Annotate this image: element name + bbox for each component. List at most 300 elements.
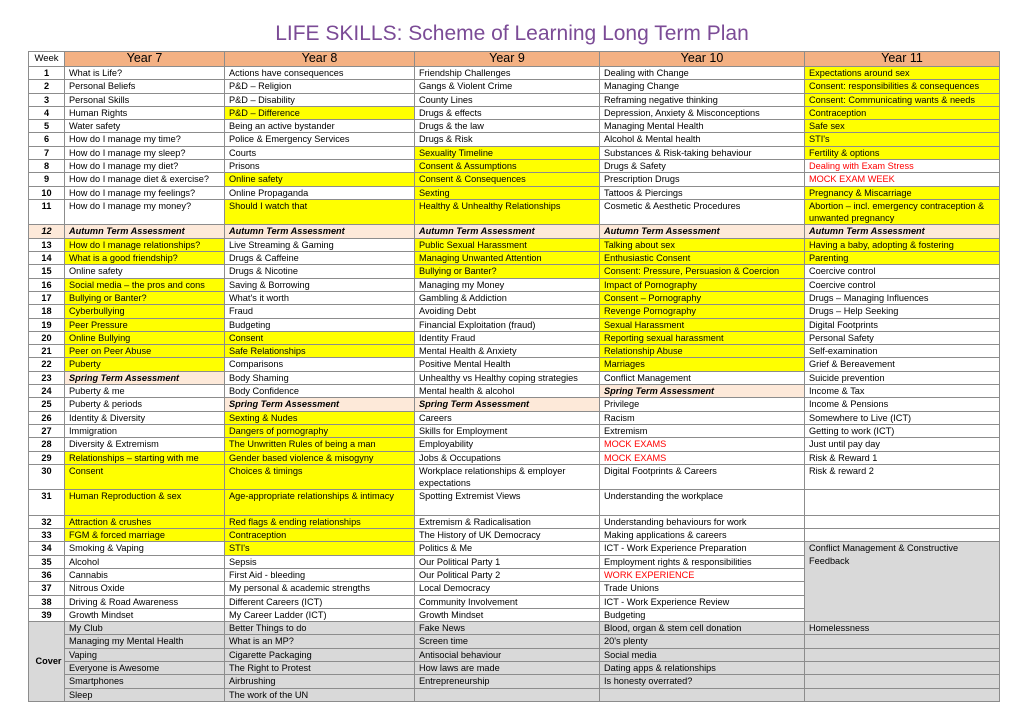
lesson-cell-year-11: STI's [805,133,1000,146]
lesson-cell-year-8: Autumn Term Assessment [225,225,415,238]
lesson-cell-year-8: P&D – Difference [225,106,415,119]
table-row [29,305,1000,318]
week-number: 17 [29,291,65,304]
lesson-cell-year-8: Actions have consequences [225,67,415,80]
table-row [29,160,1000,173]
lesson-cell-year-11: Drugs – Managing Influences [805,291,1000,304]
scheme-table [28,51,1000,702]
lesson-cell-year-11: Having a baby, adopting & fostering [805,238,1000,251]
cover-cell-year-11 [805,688,1000,701]
week-number: 31 [29,490,65,516]
lesson-cell-year-9: Autumn Term Assessment [415,225,600,238]
cover-row [29,662,1000,675]
lesson-cell-year-8: Spring Term Assessment [225,398,415,411]
cover-cell-year-9: How laws are made [415,662,600,675]
lesson-cell-year-8: The Unwritten Rules of being a man [225,438,415,451]
lesson-cell-year-8: Online Propaganda [225,186,415,199]
cover-cell-year-7: Sleep [65,688,225,701]
week-number: 16 [29,278,65,291]
lesson-cell-year-9: Public Sexual Harassment [415,238,600,251]
lesson-cell-year-8: My personal & academic strengths [225,582,415,595]
week-number: 29 [29,451,65,464]
cover-cell-year-7: Managing my Mental Health [65,635,225,648]
lesson-cell-year-8: Body Shaming [225,371,415,384]
header-row [29,52,1000,67]
lesson-cell-year-9: Careers [415,411,600,424]
lesson-cell-year-8: What's it worth [225,291,415,304]
table-row [29,398,1000,411]
lesson-cell-year-10: Alcohol & Mental health [600,133,805,146]
lesson-cell-year-9: Gangs & Violent Crime [415,80,600,93]
lesson-cell-year-9: The History of UK Democracy [415,529,600,542]
lesson-cell-year-10: Extremism [600,424,805,437]
table-row [29,199,1000,225]
cover-cell-year-10: Social media [600,648,805,661]
lesson-cell-year-7: How do I manage my money? [65,199,225,225]
lesson-cell-year-11: Coercive control [805,278,1000,291]
lesson-cell-year-7: Bullying or Banter? [65,291,225,304]
cover-row [29,622,1000,635]
lesson-cell-year-10: MOCK EXAMS [600,451,805,464]
table-row [29,67,1000,80]
cover-cell-year-11: Homelessness [805,622,1000,635]
table-row [29,411,1000,424]
cover-cell-year-11 [805,648,1000,661]
lesson-cell-year-10: Budgeting [600,608,805,621]
lesson-cell-year-10: Digital Footprints & Careers [600,464,805,490]
lesson-cell-year-10: Revenge Pornography [600,305,805,318]
lesson-cell-year-7: Human Reproduction & sex [65,490,225,516]
lesson-cell-year-10: Consent – Pornography [600,291,805,304]
lesson-cell-year-10: MOCK EXAMS [600,438,805,451]
lesson-cell-year-11: Autumn Term Assessment [805,225,1000,238]
cover-cell-year-9: Screen time [415,635,600,648]
table-row [29,345,1000,358]
table-row [29,371,1000,384]
cover-row [29,648,1000,661]
lesson-cell-year-11 [805,515,1000,528]
lesson-cell-year-8: Different Careers (ICT) [225,595,415,608]
cover-row [29,688,1000,701]
header-year-11: Year 11 [805,52,1000,67]
lesson-cell-year-10: Managing Mental Health [600,120,805,133]
lesson-cell-year-7: What is Life? [65,67,225,80]
cover-cell-year-7: Vaping [65,648,225,661]
week-number: 27 [29,424,65,437]
lesson-cell-year-9: Spotting Extremist Views [415,490,600,516]
lesson-cell-year-10: ICT - Work Experience Preparation [600,542,805,555]
lesson-cell-year-7: Personal Skills [65,93,225,106]
lesson-cell-year-7: Consent [65,464,225,490]
lesson-cell-year-7: Immigration [65,424,225,437]
lesson-cell-year-10: WORK EXPERIENCE [600,569,805,582]
lesson-cell-year-9: Jobs & Occupations [415,451,600,464]
lesson-cell-year-7: Cyberbullying [65,305,225,318]
lesson-cell-year-9: Skills for Employment [415,424,600,437]
week-number: 14 [29,252,65,265]
lesson-cell-year-10: Spring Term Assessment [600,385,805,398]
lesson-cell-year-7: Smoking & Vaping [65,542,225,555]
lesson-cell-year-7: Peer on Peer Abuse [65,345,225,358]
lesson-cell-year-9: Consent & Consequences [415,173,600,186]
lesson-cell-year-7: Alcohol [65,555,225,568]
lesson-cell-year-10: Enthusiastic Consent [600,252,805,265]
lesson-cell-year-9: Mental health & alcohol [415,385,600,398]
lesson-cell-year-7: Identity & Diversity [65,411,225,424]
lesson-cell-year-7: Online Bullying [65,331,225,344]
week-number: 12 [29,225,65,238]
week-number: 35 [29,555,65,568]
lesson-cell-year-10: Racism [600,411,805,424]
cover-label: Cover [29,622,65,702]
table-row [29,133,1000,146]
lesson-cell-year-9: County Lines [415,93,600,106]
table-row [29,265,1000,278]
lesson-cell-year-9: Unhealthy vs Healthy coping strategies [415,371,600,384]
lesson-cell-year-11 [805,490,1000,516]
table-row [29,278,1000,291]
lesson-cell-year-8: Body Confidence [225,385,415,398]
cover-cell-year-10 [600,688,805,701]
lesson-cell-year-8: Consent [225,331,415,344]
lesson-cell-year-9: Drugs & Risk [415,133,600,146]
week-number: 25 [29,398,65,411]
lesson-cell-year-11: Consent: responsibilities & consequences [805,80,1000,93]
lesson-cell-year-7: Online safety [65,265,225,278]
table-row [29,424,1000,437]
lesson-cell-year-8: Online safety [225,173,415,186]
lesson-cell-year-7: Attraction & crushes [65,515,225,528]
lesson-cell-year-11: Risk & reward 2 [805,464,1000,490]
cover-cell-year-10: Dating apps & relationships [600,662,805,675]
cover-row [29,635,1000,648]
table-row [29,186,1000,199]
lesson-cell-year-10: Dealing with Change [600,67,805,80]
week-number: 28 [29,438,65,451]
lesson-cell-year-9: Local Democracy [415,582,600,595]
cover-cell-year-11 [805,675,1000,688]
lesson-cell-year-8: Drugs & Nicotine [225,265,415,278]
lesson-cell-year-9: Sexuality Timeline [415,146,600,159]
lesson-cell-year-11: Getting to work (ICT) [805,424,1000,437]
lesson-cell-year-7: How do I manage my diet? [65,160,225,173]
week-number: 8 [29,160,65,173]
lesson-cell-year-11: Expectations around sex [805,67,1000,80]
lesson-cell-year-9: Our Political Party 1 [415,555,600,568]
table-row [29,515,1000,528]
lesson-cell-year-9: Gambling & Addiction [415,291,600,304]
lesson-cell-year-9: Growth Mindset [415,608,600,621]
lesson-cell-year-10: Managing Change [600,80,805,93]
lesson-cell-year-11: Grief & Bereavement [805,358,1000,371]
lesson-cell-year-9: Politics & Me [415,542,600,555]
cover-cell-year-8: Better Things to do [225,622,415,635]
lesson-cell-year-11: Just until pay day [805,438,1000,451]
lesson-cell-year-7: Puberty [65,358,225,371]
lesson-cell-year-11 [805,529,1000,542]
lesson-cell-year-7: Cannabis [65,569,225,582]
cover-cell-year-8: What is an MP? [225,635,415,648]
lesson-cell-year-9: Community Involvement [415,595,600,608]
lesson-cell-year-7: Peer Pressure [65,318,225,331]
lesson-cell-year-10: Relationship Abuse [600,345,805,358]
table-row [29,106,1000,119]
lesson-cell-year-10: Substances & Risk-taking behaviour [600,146,805,159]
lesson-cell-year-10: Cosmetic & Aesthetic Procedures [600,199,805,225]
table-row [29,238,1000,251]
lesson-cell-year-8: Gender based violence & misogyny [225,451,415,464]
table-row [29,490,1000,516]
lesson-cell-year-8: Age-appropriate relationships & intimacy [225,490,415,516]
lesson-cell-year-10: ICT - Work Experience Review [600,595,805,608]
cover-row [29,675,1000,688]
table-row [29,80,1000,93]
lesson-cell-year-8: Sexting & Nudes [225,411,415,424]
lesson-cell-year-11: Income & Pensions [805,398,1000,411]
lesson-cell-year-9: Identity Fraud [415,331,600,344]
lesson-cell-year-7: How do I manage my sleep? [65,146,225,159]
lesson-cell-year-10: Reporting sexual harassment [600,331,805,344]
cover-cell-year-8: Airbrushing [225,675,415,688]
header-year-7: Year 7 [65,52,225,67]
lesson-cell-year-9: Drugs & effects [415,106,600,119]
cover-cell-year-8: Cigarette Packaging [225,648,415,661]
table-row [29,464,1000,490]
table-row [29,318,1000,331]
lesson-cell-year-11: Digital Footprints [805,318,1000,331]
lesson-cell-year-8: Police & Emergency Services [225,133,415,146]
week-number: 1 [29,67,65,80]
lesson-cell-year-9: Sexting [415,186,600,199]
lesson-cell-year-9: Mental Health & Anxiety [415,345,600,358]
lesson-cell-year-9: Avoiding Debt [415,305,600,318]
header-year-10: Year 10 [600,52,805,67]
lesson-cell-year-7: Human Rights [65,106,225,119]
lesson-cell-year-8: Dangers of pornography [225,424,415,437]
lesson-cell-year-9: Financial Exploitation (fraud) [415,318,600,331]
table-row [29,173,1000,186]
lesson-cell-year-9: Friendship Challenges [415,67,600,80]
lesson-cell-year-10: Autumn Term Assessment [600,225,805,238]
lesson-cell-year-9: Positive Mental Health [415,358,600,371]
week-number: 37 [29,582,65,595]
lesson-cell-year-8: Sepsis [225,555,415,568]
lesson-cell-year-8: Live Streaming & Gaming [225,238,415,251]
lesson-cell-year-8: STI's [225,542,415,555]
lesson-cell-year-8: First Aid - bleeding [225,569,415,582]
lesson-cell-year-9: Drugs & the law [415,120,600,133]
week-number: 21 [29,345,65,358]
lesson-cell-year-9: Consent & Assumptions [415,160,600,173]
cover-cell-year-11 [805,635,1000,648]
lesson-cell-year-7: How do I manage diet & exercise? [65,173,225,186]
lesson-cell-year-10: Depression, Anxiety & Misconceptions [600,106,805,119]
lesson-cell-year-7: FGM & forced marriage [65,529,225,542]
week-number: 18 [29,305,65,318]
lesson-cell-year-8: Contraception [225,529,415,542]
week-number: 9 [29,173,65,186]
lesson-cell-year-8: Choices & timings [225,464,415,490]
lesson-cell-year-9: Bullying or Banter? [415,265,600,278]
lesson-cell-year-8: Budgeting [225,318,415,331]
lesson-cell-year-11: Safe sex [805,120,1000,133]
page-title: LIFE SKILLS: Scheme of Learning Long Term Plan [275,22,749,45]
week-number: 23 [29,371,65,384]
table-row [29,358,1000,371]
lesson-cell-year-9: Our Political Party 2 [415,569,600,582]
lesson-cell-year-11: Risk & Reward 1 [805,451,1000,464]
lesson-cell-year-11: Abortion – incl. emergency contraception & unwanted pregnancy [805,199,1000,225]
table-row [29,451,1000,464]
table-row [29,120,1000,133]
lesson-cell-year-7: How do I manage my time? [65,133,225,146]
lesson-cell-year-7: Water safety [65,120,225,133]
week-number: 5 [29,120,65,133]
week-number: 6 [29,133,65,146]
cover-cell-year-9: Entrepreneurship [415,675,600,688]
lesson-cell-year-8: My Career Ladder (ICT) [225,608,415,621]
lesson-cell-year-8: P&D – Religion [225,80,415,93]
table-row [29,331,1000,344]
week-number: 34 [29,542,65,555]
week-number: 36 [29,569,65,582]
cover-cell-year-7: Everyone is Awesome [65,662,225,675]
cover-cell-year-8: The Right to Protest [225,662,415,675]
week-number: 10 [29,186,65,199]
lesson-cell-year-9: Healthy & Unhealthy Relationships [415,199,600,225]
lesson-cell-year-7: Personal Beliefs [65,80,225,93]
lesson-cell-year-10: Marriages [600,358,805,371]
cover-cell-year-10: Is honesty overrated? [600,675,805,688]
table-row [29,529,1000,542]
week-number: 38 [29,595,65,608]
table-row [29,252,1000,265]
lesson-cell-year-11: Consent: Communicating wants & needs [805,93,1000,106]
lesson-cell-year-11: Personal Safety [805,331,1000,344]
table-row [29,146,1000,159]
lesson-cell-year-10: Reframing negative thinking [600,93,805,106]
cover-cell-year-10: Blood, organ & stem cell donation [600,622,805,635]
lesson-cell-year-7: Relationships – starting with me [65,451,225,464]
lesson-cell-year-9: Managing Unwanted Attention [415,252,600,265]
week-number: 11 [29,199,65,225]
lesson-cell-year-11: MOCK EXAM WEEK [805,173,1000,186]
lesson-cell-year-10: Impact of Pornography [600,278,805,291]
lesson-cell-year-8: Red flags & ending relationships [225,515,415,528]
lesson-cell-year-7: Puberty & periods [65,398,225,411]
lesson-cell-year-8: Fraud [225,305,415,318]
week-number: 13 [29,238,65,251]
lesson-cell-year-10: Conflict Management [600,371,805,384]
lesson-cell-year-10: Understanding the workplace [600,490,805,516]
lesson-cell-year-8: Prisons [225,160,415,173]
cover-cell-year-8: The work of the UN [225,688,415,701]
lesson-cell-year-8: Courts [225,146,415,159]
lesson-cell-year-10: Drugs & Safety [600,160,805,173]
year-11-merged-note: Conflict Management & Constructive Feedback [805,542,1000,622]
lesson-cell-year-7: Autumn Term Assessment [65,225,225,238]
lesson-cell-year-10: Trade Unions [600,582,805,595]
cover-cell-year-9: Fake News [415,622,600,635]
lesson-cell-year-10: Privilege [600,398,805,411]
lesson-cell-year-10: Understanding behaviours for work [600,515,805,528]
lesson-cell-year-8: Safe Relationships [225,345,415,358]
lesson-cell-year-7: Spring Term Assessment [65,371,225,384]
lesson-cell-year-7: Driving & Road Awareness [65,595,225,608]
lesson-cell-year-7: What is a good friendship? [65,252,225,265]
cover-cell-year-10: 20's plenty [600,635,805,648]
lesson-cell-year-7: Nitrous Oxide [65,582,225,595]
lesson-cell-year-11: Somewhere to Live (ICT) [805,411,1000,424]
cover-cell-year-9: Antisocial behaviour [415,648,600,661]
week-number: 15 [29,265,65,278]
lesson-cell-year-9: Workplace relationships & employer expectations [415,464,600,490]
lesson-cell-year-11: Contraception [805,106,1000,119]
lesson-cell-year-7: How do I manage relationships? [65,238,225,251]
lesson-cell-year-8: Saving & Borrowing [225,278,415,291]
week-number: 32 [29,515,65,528]
lesson-cell-year-11: Fertility & options [805,146,1000,159]
lesson-cell-year-10: Talking about sex [600,238,805,251]
lesson-cell-year-11: Parenting [805,252,1000,265]
lesson-cell-year-8: Drugs & Caffeine [225,252,415,265]
lesson-cell-year-10: Making applications & careers [600,529,805,542]
week-number: 22 [29,358,65,371]
lesson-cell-year-10: Consent: Pressure, Persuasion & Coercion [600,265,805,278]
cover-cell-year-7: My Club [65,622,225,635]
lesson-cell-year-10: Employment rights & responsibilities [600,555,805,568]
header-year-9: Year 9 [415,52,600,67]
lesson-cell-year-8: P&D – Disability [225,93,415,106]
lesson-cell-year-8: Comparisons [225,358,415,371]
cover-cell-year-9 [415,688,600,701]
week-number: 3 [29,93,65,106]
lesson-cell-year-11: Coercive control [805,265,1000,278]
lesson-cell-year-7: Puberty & me [65,385,225,398]
week-number: 4 [29,106,65,119]
week-number: 19 [29,318,65,331]
table-row [29,225,1000,238]
table-row [29,291,1000,304]
lesson-cell-year-11: Self-examination [805,345,1000,358]
lesson-cell-year-11: Suicide prevention [805,371,1000,384]
week-number: 24 [29,385,65,398]
week-number: 39 [29,608,65,621]
lesson-cell-year-8: Should I watch that [225,199,415,225]
lesson-cell-year-7: How do I manage my feelings? [65,186,225,199]
lesson-cell-year-7: Social media – the pros and cons [65,278,225,291]
week-number: 7 [29,146,65,159]
lesson-cell-year-11: Drugs – Help Seeking [805,305,1000,318]
lesson-cell-year-11: Pregnancy & Miscarriage [805,186,1000,199]
week-number: 33 [29,529,65,542]
lesson-cell-year-9: Managing my Money [415,278,600,291]
cover-cell-year-11 [805,662,1000,675]
lesson-cell-year-11: Income & Tax [805,385,1000,398]
cover-cell-year-7: Smartphones [65,675,225,688]
lesson-cell-year-7: Growth Mindset [65,608,225,621]
lesson-cell-year-9: Extremism & Radicalisation [415,515,600,528]
header-week: Week [29,52,65,67]
lesson-cell-year-11: Dealing with Exam Stress [805,160,1000,173]
table-row [29,385,1000,398]
lesson-cell-year-7: Diversity & Extremism [65,438,225,451]
table-row [29,438,1000,451]
lesson-cell-year-8: Being an active bystander [225,120,415,133]
lesson-cell-year-9: Spring Term Assessment [415,398,600,411]
week-number: 26 [29,411,65,424]
table-row [29,93,1000,106]
